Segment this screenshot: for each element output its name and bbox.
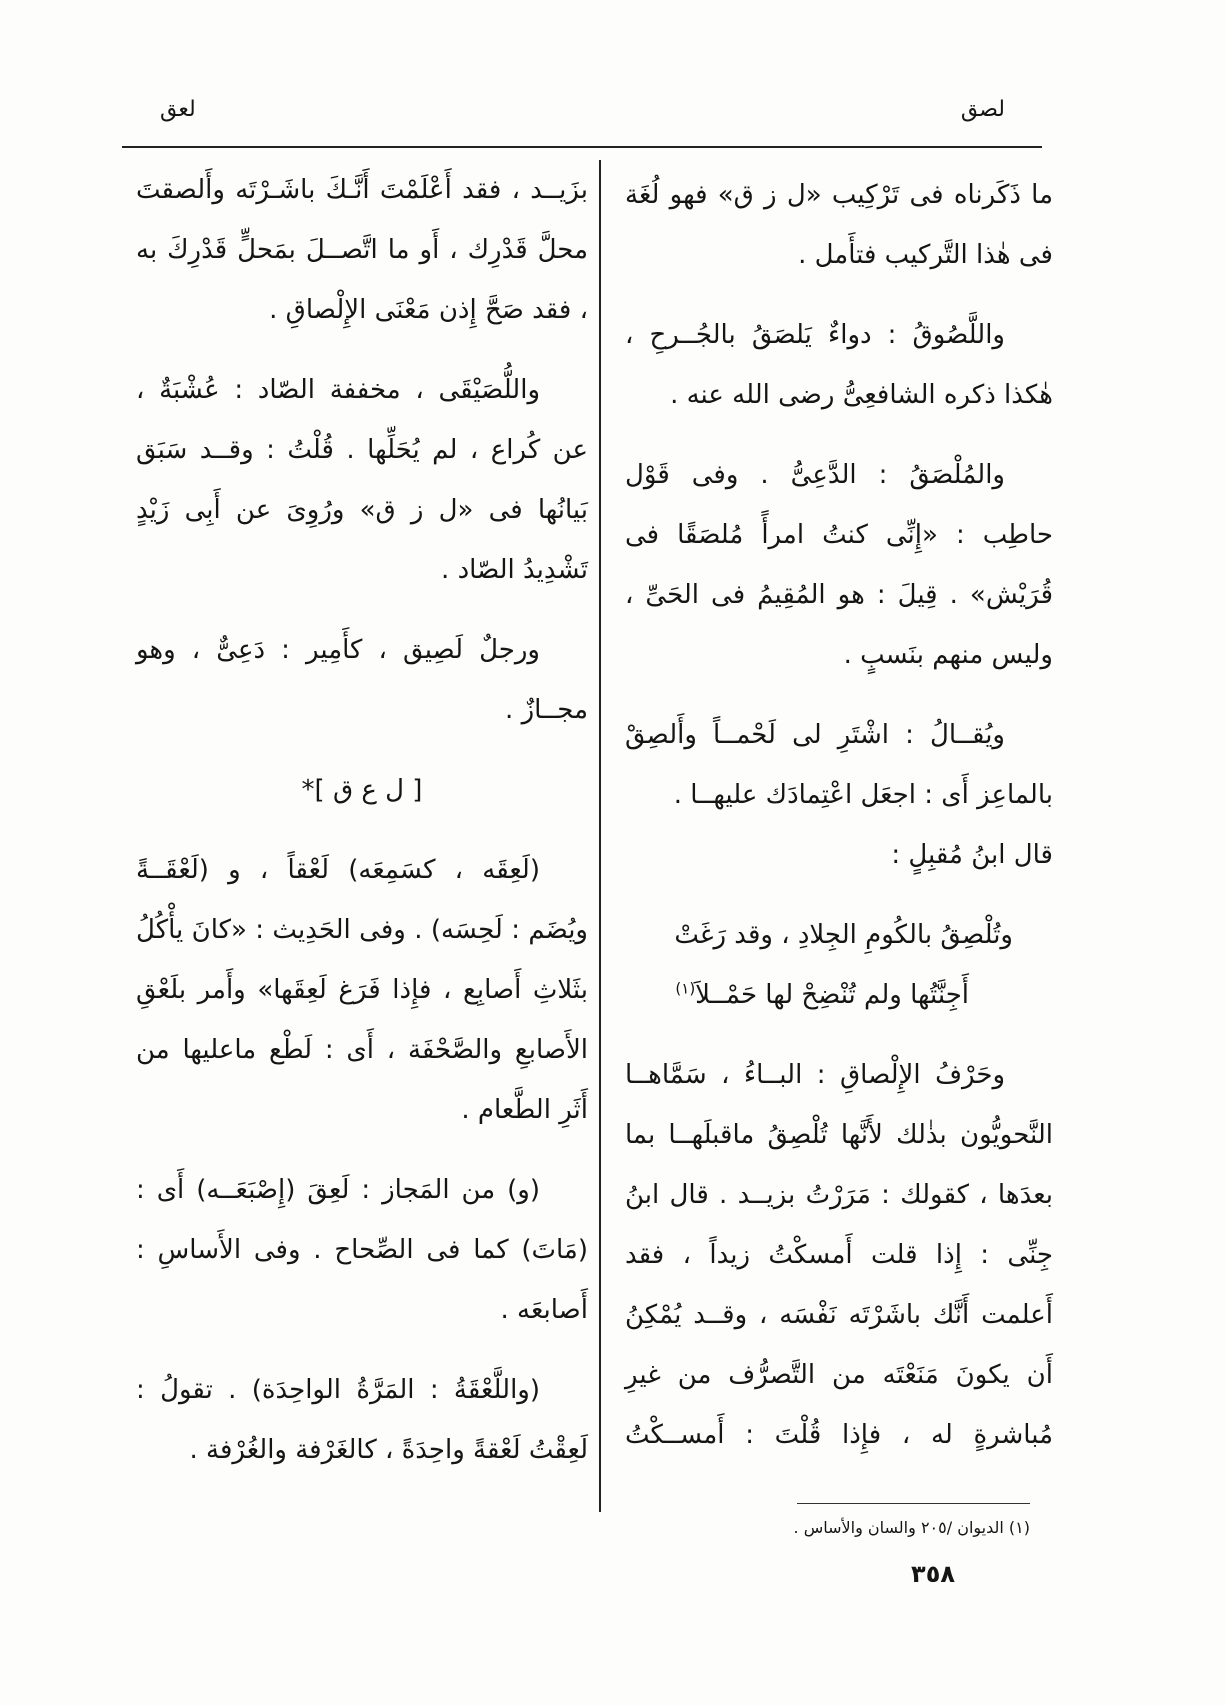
paragraph: واللُّصَيْقَى ، مخففة الصّاد : عُشْبَةٌ ، عن كُراع ، لم يُحَلِّها . قُلْتُ : وقــد سَبَق بَيانُها فى «ل ز ق» ورُوِىَ عن أَبِى زَيْدٍ تَشْدِيدُ الصّاد . [136,375,588,585]
paragraph: والمُلْصَقُ : الدَّعِىُّ . وفى قَوْل حاطِب : «إِنِّى كنتُ امرأً مُلصَقًا فى قُرَيْش» . قِيلَ : هو المُقِيمُ فى الحَىِّ ، وليس منهم بنَسبٍ . [625,460,1053,670]
footnote: (١) الديوان /٢٠٥ والسان والأساس . [793,1518,1030,1537]
footnote-separator [797,1503,1030,1504]
paragraph: وحَرْفُ الإِلْصاقِ : البــاءُ ، سَمَّاهــا النَّحويُّون بذٰلك لأَنَّها تُلْصِقُ ماقبلَهــا بما بعدَها ، كقولك : مَرَرْتُ بزيــد . قال ابنُ جِنِّى : إِذا قلت أَمسكْتُ زيداً ، فقد أَعلمت أَنَّك باشَرْتَه نَفْسَه ، وقــد يُمْكِنُ أَن يكونَ مَنَعْتَه من التَّصرُّف من غيرِ مُباشرةٍ له ، فإِذا قُلْتَ : أَمســكْتُ [625,1060,1053,1450]
paragraph: (لَعِقَه ، كسَمِعَه) لَعْقاً ، و (لَعْقَــةً ويُضَم : لَحِسَه) . وفى الحَدِيث : «كانَ يأْكُلُ بثَلاثِ أَصابِع ، فإِذا فَرَغ لَعِقَها» وأَمر بلَعْقِ الأَصابعِ والصَّحْفَة ، أَى : لَطْع ماعليها من أَثَرِ الطَّعام . [136,855,588,1125]
paragraph: واللَّصُوقُ : دواءٌ يَلصَقُ بالجُــرحِ ، هٰكذا ذكره الشافعِىُّ رضى الله عنه . [625,320,1053,410]
paragraph: ورجلٌ لَصِيق ، كأَمِير : دَعِىٌّ ، وهو مجــازٌ . [136,635,588,725]
column-divider [599,160,601,1512]
poetry-verse [625,905,1053,1025]
verse-line-first: وتُلْصِقُ بالكُومِ الجِلادِ ، وقد رَغَتْ [674,920,1013,950]
paragraph-continuation: قال ابنُ مُقبِلٍ : [891,840,1053,870]
paragraph: ويُقــالُ : اشْتَرِ لى لَحْمــاً وأَلصِقْ بالماعِز أَى : اجعَل اعْتِمادَك عليهــا . [625,720,1053,810]
left-column [136,160,588,1500]
paragraph: (و) من المَجاز : لَعِقَ (إِصْبَعَــه) أَى : (مَاتَ) كما فى الصِّحاح . وفى الأَساسِ : أَصابعَه . [136,1175,588,1325]
paragraph: ما ذَكَرناه فى تَرْكِيب «ل ز ق» فهو لُغَة فى هٰذا التَّركيب فتأَمل . [625,180,1053,270]
paragraph: بزَيــد ، فقد أَعْلَمْتَ أَنَّـكَ باشَـرْتَه وأَلصقتَ محلَّ قَدْرِك ، أَو ما اتَّصــلَ بمَحلٍّ قَدْرِكَ به ، فقد صَحَّ إِذن مَعْنَى الإِلْصاقِ . [136,175,588,325]
running-head-right: لصق [960,97,1005,122]
header-rule [122,146,1042,148]
verse-line-second-text: أَجِنَّتُها ولم تُنْضِحْ لها حَمْــلاَ [695,980,969,1010]
running-head-left: لعق [160,97,196,122]
paragraph: (واللَّعْقَةُ : المَرَّةُ الواحِدَة) . تقولُ : لَعِقْتُ لَعْقةً واحِدَةً ، كالغَرْفة والغُرْفة . [136,1375,588,1465]
page-number: ٣٥٨ [911,1560,955,1588]
entry-heading: [ ل ع ق ]* [301,775,423,805]
verse-line-second [625,965,1053,1025]
footnote-marker: (١) [675,979,696,998]
right-column [625,165,1053,1594]
